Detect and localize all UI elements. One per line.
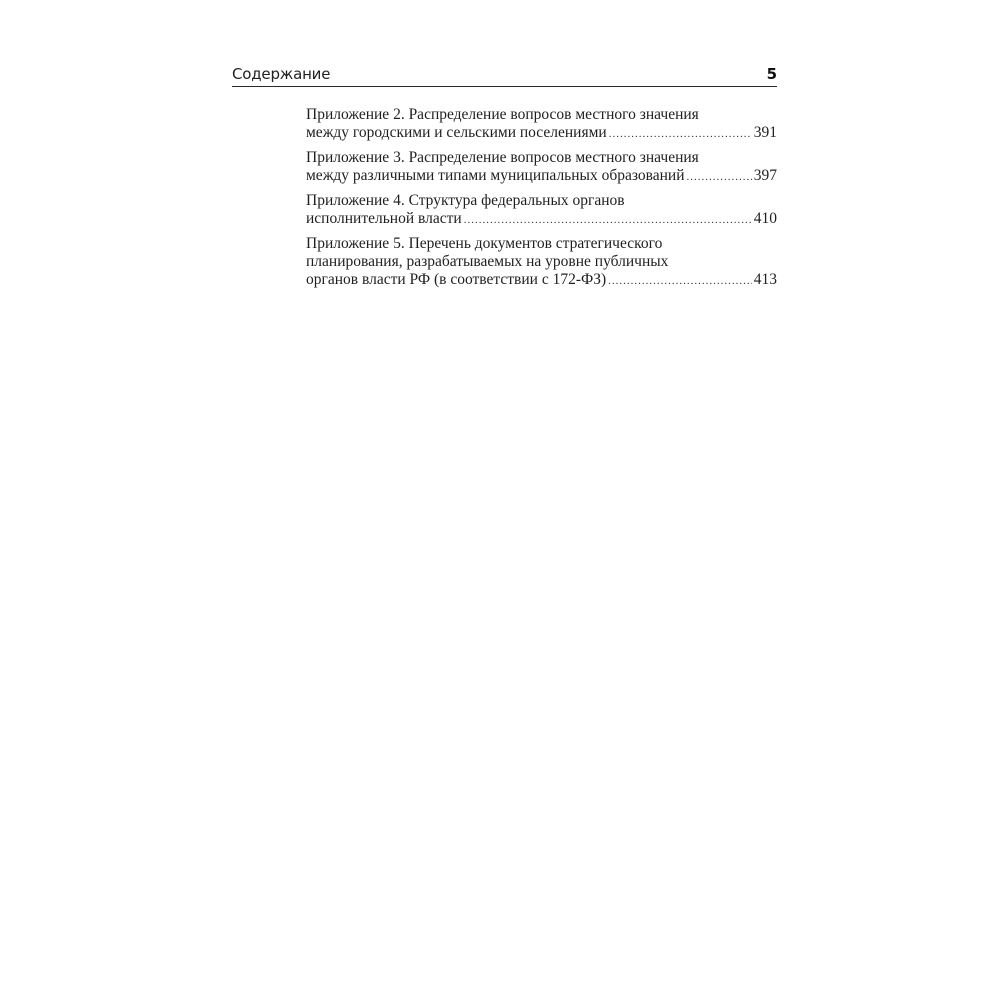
toc-entry-text: органов власти РФ (в соответствии с 172-ФЗ) [306,271,607,288]
toc-entry-text: между различными типами муниципальных образований [306,167,685,184]
toc-page-number: 397 [753,167,777,184]
dot-leader [687,168,752,186]
toc-entry-last-line [306,271,777,290]
toc-entry-text: Приложение 4. Структура федеральных органов [306,192,625,209]
toc-entry-text: Приложение 2. Распределение вопросов местного значения [306,106,699,123]
toc-page-number: 410 [753,210,777,227]
toc-entry-appendix-4[interactable] [306,192,777,229]
header-page-number: 5 [766,65,777,83]
table-of-contents [306,106,777,296]
dot-leader [464,211,752,229]
toc-entry-text: между городскими и сельскими поселениями [306,124,607,141]
dot-leader [608,272,752,290]
toc-entry-text: Приложение 3. Распределение вопросов местного значения [306,149,699,166]
toc-entry-appendix-3[interactable] [306,149,777,186]
toc-entry-text: Приложение 5. Перечень документов стратегического [306,235,663,252]
toc-entry-text: исполнительной власти [306,210,462,227]
toc-entry-appendix-2[interactable] [306,106,777,143]
toc-entry-appendix-5[interactable] [306,235,777,290]
running-header [232,64,777,87]
toc-page-number: 413 [753,271,777,288]
toc-entry-last-line [306,124,777,143]
toc-entry-text: планирования, разрабатываемых на уровне публичных [306,253,669,270]
dot-leader [609,125,752,143]
toc-entry-last-line [306,167,777,186]
toc-entry-last-line [306,210,777,229]
toc-page-number: 391 [753,124,777,141]
header-title: Содержание [232,65,331,83]
